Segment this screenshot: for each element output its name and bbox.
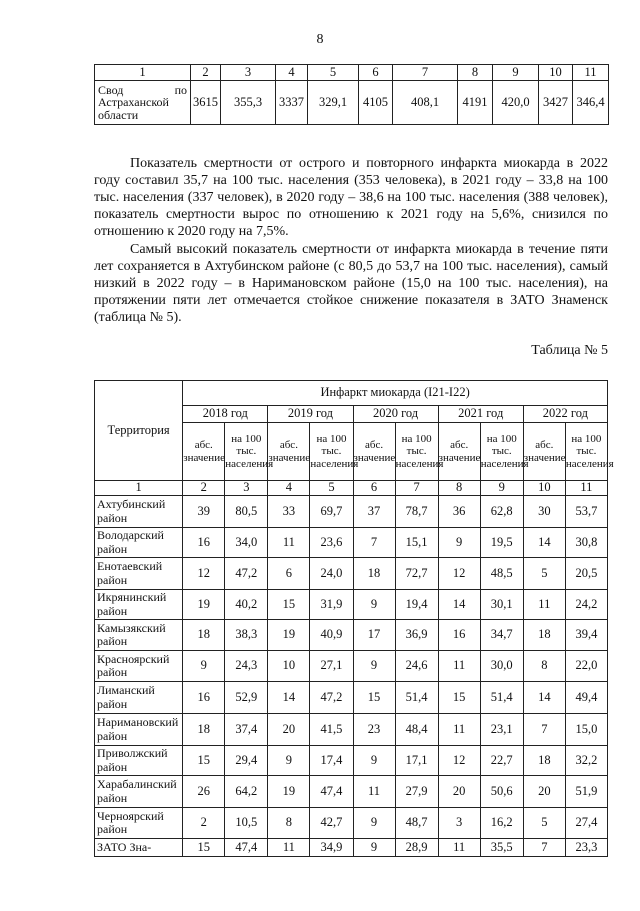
table-cell: 78,7	[395, 496, 438, 528]
table-cell: 11	[353, 776, 395, 808]
rate-per-100k-header: на 100 тыс. населения	[310, 423, 353, 481]
table-cell: 29,4	[225, 746, 268, 776]
table-cell: 9	[353, 808, 395, 839]
column-number: 8	[438, 481, 480, 496]
territory-name: Приволжский район	[95, 746, 183, 776]
table-cell: 15,1	[395, 528, 438, 558]
table-cell: 53,7	[565, 496, 607, 528]
table-row	[95, 590, 608, 620]
table-cell: 72,7	[395, 558, 438, 590]
table-cell: 30,8	[565, 528, 607, 558]
column-number: 3	[221, 65, 276, 81]
table-cell: 37	[353, 496, 395, 528]
territory-name: Свод по Астраханской области	[95, 81, 191, 125]
rate-per-100k-header: на 100 тыс. населения	[565, 423, 607, 481]
table-cell: 17,4	[310, 746, 353, 776]
column-number: 1	[95, 481, 183, 496]
table-cell: 15,0	[565, 714, 607, 746]
table-cell: 7	[523, 714, 565, 746]
territory-header: Территория	[95, 381, 183, 481]
table-cell: 34,7	[480, 620, 523, 651]
column-number: 6	[359, 65, 393, 81]
table-cell: 32,2	[565, 746, 607, 776]
table-cell: 24,2	[565, 590, 607, 620]
column-number: 4	[268, 481, 310, 496]
table-cell: 17,1	[395, 746, 438, 776]
table-cell: 37,4	[225, 714, 268, 746]
table-cell: 10,5	[225, 808, 268, 839]
column-number: 4	[276, 65, 308, 81]
table-cell: 11	[438, 839, 480, 857]
territory-name: Ахтубинский район	[95, 496, 183, 528]
table-cell: 4191	[458, 81, 493, 125]
table-cell: 9	[353, 746, 395, 776]
abs-value-header: абс. значение	[183, 423, 225, 481]
abs-value-header: абс. значение	[523, 423, 565, 481]
paragraph-district-comparison: Самый высокий показатель смертности от инфаркта миокарда в течение пяти лет сохраняется в Ахтубинском районе (с 80,5 до 53,7 на 100 тыс. населения), самый низкий в 2022 году – в Наримановском районе (15,0 на 100 тыс. населения), на протяжении пяти лет отмечается стойкое снижение показателя в ЗАТО Знаменск (таблица № 5).	[94, 242, 608, 325]
table-cell: 62,8	[480, 496, 523, 528]
table-cell: 15	[268, 590, 310, 620]
table-cell: 48,4	[395, 714, 438, 746]
table-cell: 36	[438, 496, 480, 528]
table-cell: 23,1	[480, 714, 523, 746]
table-cell: 12	[438, 746, 480, 776]
table-cell: 11	[268, 528, 310, 558]
abs-value-header: абс. значение	[268, 423, 310, 481]
table-cell: 18	[523, 746, 565, 776]
table-cell: 49,4	[565, 682, 607, 714]
table-cell: 50,6	[480, 776, 523, 808]
table-row	[95, 620, 608, 651]
column-number: 3	[225, 481, 268, 496]
territory-name: Енотаевский район	[95, 558, 183, 590]
table-cell: 5	[523, 808, 565, 839]
table-cell: 16	[183, 682, 225, 714]
territory-name: Лиманский район	[95, 682, 183, 714]
table-cell: 4105	[359, 81, 393, 125]
table-cell: 19,4	[395, 590, 438, 620]
table-cell: 9	[183, 651, 225, 682]
table-cell: 5	[523, 558, 565, 590]
table-cell: 31,9	[310, 590, 353, 620]
table-cell: 15	[353, 682, 395, 714]
table-cell: 52,9	[225, 682, 268, 714]
table-cell: 355,3	[221, 81, 276, 125]
table-cell: 420,0	[493, 81, 539, 125]
table-cell: 20,5	[565, 558, 607, 590]
column-number: 10	[523, 481, 565, 496]
table-cell: 11	[438, 714, 480, 746]
table-cell: 8	[523, 651, 565, 682]
table-cell: 41,5	[310, 714, 353, 746]
table-row	[95, 81, 609, 125]
table-row	[95, 496, 608, 528]
table-cell: 47,2	[310, 682, 353, 714]
column-number: 2	[183, 481, 225, 496]
table-cell: 24,0	[310, 558, 353, 590]
table-cell: 16	[438, 620, 480, 651]
table-cell: 19	[183, 590, 225, 620]
territory-name: Икрянинский район	[95, 590, 183, 620]
table-cell: 19	[268, 620, 310, 651]
table-row	[95, 839, 608, 857]
column-number: 5	[310, 481, 353, 496]
table-cell: 24,3	[225, 651, 268, 682]
table-cell: 6	[268, 558, 310, 590]
table-cell: 7	[523, 839, 565, 857]
table-cell: 38,3	[225, 620, 268, 651]
column-number: 5	[308, 65, 359, 81]
year-header: 2018 год	[183, 406, 268, 423]
table-cell: 329,1	[308, 81, 359, 125]
table-cell: 18	[353, 558, 395, 590]
table-row	[95, 558, 608, 590]
table-cell: 33	[268, 496, 310, 528]
table-cell: 24,6	[395, 651, 438, 682]
table-cell: 12	[183, 558, 225, 590]
table-cell: 34,9	[310, 839, 353, 857]
table-cell: 14	[523, 528, 565, 558]
table-cell: 9	[438, 528, 480, 558]
table-cell: 42,7	[310, 808, 353, 839]
table-cell: 22,7	[480, 746, 523, 776]
territory-name: Володарский район	[95, 528, 183, 558]
paragraph-mortality-rate: Показатель смертности от острого и повторного инфаркта миокарда в 2022 году составил 35,7 на 100 тыс. населения (353 человека), в 2021 году – 33,8 на 100 тыс. населения (337 человек), в 2020 году – 38,6 на 100 тыс. населения (388 человек), показатель смертности вырос по отношению к 2021 году на 5,6%, снизился по отношению к 2020 году на 7,5%.	[94, 156, 608, 239]
column-number: 7	[393, 65, 458, 81]
table-cell: 39	[183, 496, 225, 528]
territory-name: Красноярский район	[95, 651, 183, 682]
table-cell: 3427	[539, 81, 573, 125]
table-row	[95, 651, 608, 682]
table-cell: 17	[353, 620, 395, 651]
column-number: 11	[565, 481, 607, 496]
table-cell: 11	[438, 651, 480, 682]
table-cell: 2	[183, 808, 225, 839]
territory-name: Харабалинский район	[95, 776, 183, 808]
table-cell: 51,4	[395, 682, 438, 714]
table-cell: 23,3	[565, 839, 607, 857]
table-cell: 15	[183, 746, 225, 776]
table-cell: 20	[523, 776, 565, 808]
table-cell: 40,2	[225, 590, 268, 620]
table-cell: 7	[353, 528, 395, 558]
table-row	[95, 682, 608, 714]
table-cell: 16,2	[480, 808, 523, 839]
table-cell: 19,5	[480, 528, 523, 558]
territory-name: ЗАТО Зна-	[95, 839, 183, 857]
rate-per-100k-header: на 100 тыс. населения	[395, 423, 438, 481]
table-row	[95, 714, 608, 746]
rate-per-100k-header: на 100 тыс. населения	[225, 423, 268, 481]
year-header: 2022 год	[523, 406, 607, 423]
table-cell: 30,1	[480, 590, 523, 620]
table-cell: 3	[438, 808, 480, 839]
table-cell: 10	[268, 651, 310, 682]
table-cell: 30	[523, 496, 565, 528]
table-cell: 18	[183, 714, 225, 746]
table-cell: 27,4	[565, 808, 607, 839]
column-number: 1	[95, 65, 191, 81]
column-number: 6	[353, 481, 395, 496]
summary-table	[94, 64, 609, 125]
table-cell: 11	[523, 590, 565, 620]
table-cell: 51,4	[480, 682, 523, 714]
year-header: 2020 год	[353, 406, 438, 423]
table-row	[95, 808, 608, 839]
table-cell: 12	[438, 558, 480, 590]
table-cell: 23,6	[310, 528, 353, 558]
table-cell: 3615	[191, 81, 221, 125]
table-cell: 39,4	[565, 620, 607, 651]
column-number: 8	[458, 65, 493, 81]
table-cell: 30,0	[480, 651, 523, 682]
table-cell: 26	[183, 776, 225, 808]
table-cell: 47,4	[225, 839, 268, 857]
table-cell: 51,9	[565, 776, 607, 808]
table-caption: Таблица № 5	[531, 343, 608, 358]
territory-name: Камызякский район	[95, 620, 183, 651]
table-cell: 15	[183, 839, 225, 857]
table-cell: 14	[523, 682, 565, 714]
column-number-row	[95, 481, 608, 496]
abs-value-header: абс. значение	[353, 423, 395, 481]
table-cell: 35,5	[480, 839, 523, 857]
table-cell: 64,2	[225, 776, 268, 808]
table-cell: 11	[268, 839, 310, 857]
column-number: 9	[480, 481, 523, 496]
year-header: 2021 год	[438, 406, 523, 423]
table-row	[95, 776, 608, 808]
table-cell: 27,9	[395, 776, 438, 808]
table-cell: 14	[268, 682, 310, 714]
table-cell: 20	[438, 776, 480, 808]
table-cell: 15	[438, 682, 480, 714]
table-cell: 8	[268, 808, 310, 839]
table-cell: 408,1	[393, 81, 458, 125]
table-cell: 20	[268, 714, 310, 746]
table-cell: 18	[523, 620, 565, 651]
myocardial-infarction-table	[94, 380, 614, 857]
year-header: 2019 год	[268, 406, 353, 423]
table-cell: 28,9	[395, 839, 438, 857]
abs-value-header: абс. значение	[438, 423, 480, 481]
column-number-row	[95, 65, 609, 81]
table-cell: 47,4	[310, 776, 353, 808]
table-cell: 40,9	[310, 620, 353, 651]
table-cell: 36,9	[395, 620, 438, 651]
table-cell: 18	[183, 620, 225, 651]
table-cell: 9	[353, 651, 395, 682]
column-number: 10	[539, 65, 573, 81]
column-number: 7	[395, 481, 438, 496]
table-cell: 80,5	[225, 496, 268, 528]
table-cell: 9	[353, 590, 395, 620]
territory-name: Черноярский район	[95, 808, 183, 839]
column-number: 11	[573, 65, 609, 81]
table-cell: 14	[438, 590, 480, 620]
table-row	[95, 528, 608, 558]
table-cell: 27,1	[310, 651, 353, 682]
territory-name: Наримановский район	[95, 714, 183, 746]
page-number: 8	[316, 32, 324, 47]
table-cell: 16	[183, 528, 225, 558]
table-cell: 3337	[276, 81, 308, 125]
table-cell: 22,0	[565, 651, 607, 682]
table-row	[95, 746, 608, 776]
table-cell: 9	[268, 746, 310, 776]
table-cell: 9	[353, 839, 395, 857]
table-cell: 34,0	[225, 528, 268, 558]
table-cell: 47,2	[225, 558, 268, 590]
table-cell: 23	[353, 714, 395, 746]
group-header: Инфаркт миокарда (I21-I22)	[183, 381, 608, 406]
column-number: 2	[191, 65, 221, 81]
table-cell: 69,7	[310, 496, 353, 528]
table-cell: 48,7	[395, 808, 438, 839]
rate-per-100k-header: на 100 тыс. населения	[480, 423, 523, 481]
table-cell: 346,4	[573, 81, 609, 125]
table-cell: 48,5	[480, 558, 523, 590]
table-cell: 19	[268, 776, 310, 808]
column-number: 9	[493, 65, 539, 81]
